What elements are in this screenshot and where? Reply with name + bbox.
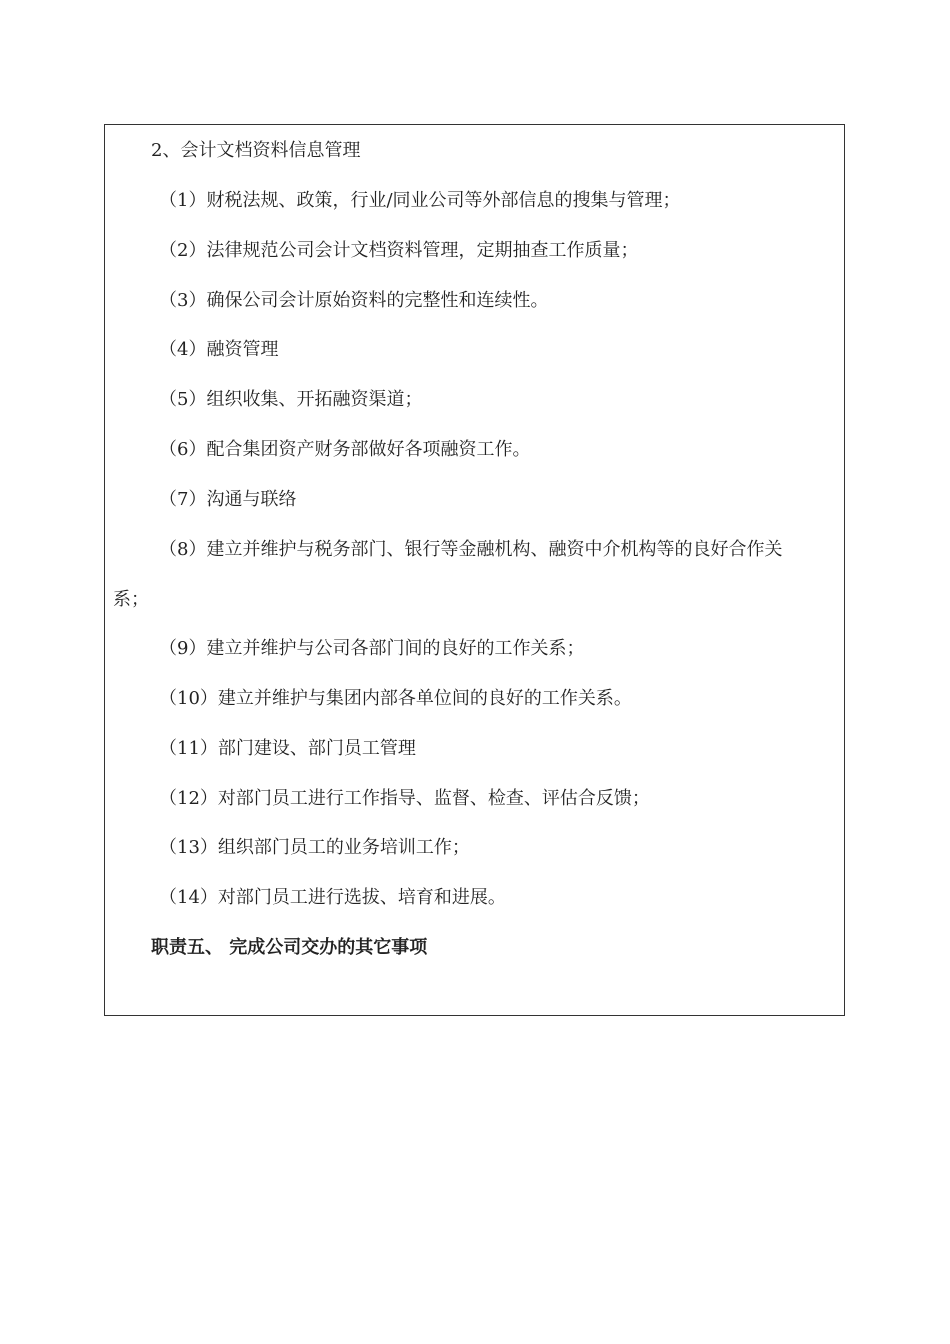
duty-five-heading: 职责五、 完成公司交办的其它事项 — [151, 937, 428, 958]
list-item-10: （10）建立并维护与集团内部各单位间的良好的工作关系。 — [159, 688, 632, 709]
list-item-13: （13）组织部门员工的业务培训工作； — [159, 837, 470, 858]
section-heading: 2、会计文档资料信息管理 — [151, 140, 361, 161]
list-item-5: （5）组织收集、开拓融资渠道； — [159, 389, 423, 410]
list-item-7: （7）沟通与联络 — [159, 489, 297, 510]
list-item-2: （2）法律规范公司会计文档资料管理，定期抽查工作质量； — [159, 240, 639, 261]
list-item-1: （1）财税法规、政策，行业/同业公司等外部信息的搜集与管理； — [159, 190, 681, 211]
list-item-6: （6）配合集团资产财务部做好各项融资工作。 — [159, 439, 531, 460]
list-item-9: （9）建立并维护与公司各部门间的良好的工作关系； — [159, 638, 585, 659]
list-item-3: （3）确保公司会计原始资料的完整性和连续性。 — [159, 290, 549, 311]
list-item-8: （8）建立并维护与税务部门、银行等金融机构、融资中介机构等的良好合作关 — [159, 539, 783, 560]
list-item-14: （14）对部门员工进行选拔、培育和进展。 — [159, 887, 506, 908]
list-item-12: （12）对部门员工进行工作指导、监督、检查、评估合反馈； — [159, 788, 650, 809]
list-item-4: （4）融资管理 — [159, 339, 279, 360]
list-item-11: （11）部门建设、部门员工管理 — [159, 738, 416, 759]
list-item-8-continued: 系； — [113, 589, 149, 610]
